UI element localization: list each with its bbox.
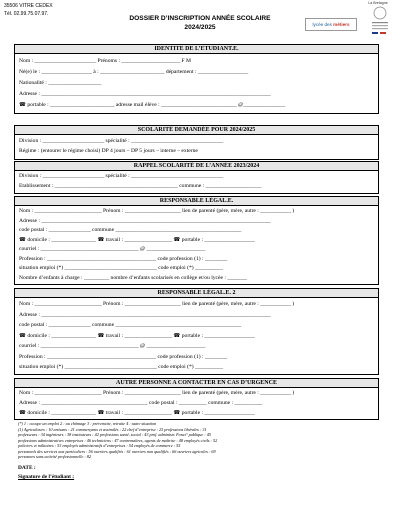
identite-row-contact[interactable]: ☎ portable : _______________________ adresse mail élève : ___________________________ @_______________ [19,102,286,108]
document-title [80,15,320,32]
identite-section [14,44,379,114]
scolarite-row-regime[interactable]: Régime : (entourer le régime choisi) DP 4 jours – DP 5 jours – interne – externe [19,148,198,154]
note-profession-codes-2: professeurs : 34 ingénieurs : 38 instituteurs : 42 professions santé, social : 43 prof. administr. Fonct° publique : 45 [18,432,211,437]
lycee-des-metiers-logo [305,18,357,31]
city-line: 35506 VITRE CEDEX [4,3,53,9]
signature-label[interactable]: Signature de l’étudiant : [18,474,75,480]
logo-text-b: métiers [333,22,350,27]
rappel-row-etablissement[interactable]: Etablissement : ____________________________________________ commune : ____________________ [19,183,262,189]
resp1-row-name[interactable]: Nom : ________________________ Prénom : ____________________ lien de parenté (père, mère, autre : ___________ ) [19,208,295,214]
note-profession-codes-4: policiers et militaires : 53 employés administratifs d’entreprises : 54 employés de commerce : 55 [18,443,181,448]
resp2-row-email[interactable]: courriel : ___________________________________ @ _____________________ [19,343,206,349]
region-emblem-icon [358,5,398,35]
responsable-2-title: RESPONSABLE LÉGAL.E. 2 [15,289,378,298]
identite-row-name[interactable]: Nom : ______________________ Prénoms : _____________________ F M [19,58,192,64]
urgence-title: AUTRE PERSONNE A CONTACTER EN CAS D’URGENCE [15,379,378,388]
responsable-1-title: RESPONSABLE LÉGAL.E. [15,197,378,206]
resp1-row-phones[interactable]: ☎ domicile : ________________ ☎ travail : _________________ ☎ portable : __________________ [19,236,255,243]
region-logo-block [358,1,398,39]
scolarite-row-division[interactable]: Division : ______________________ spécialité : _________________________________ [19,138,224,144]
title-line-1: DOSSIER D’INSCRIPTION ANNÉE SCOLAIRE [129,15,271,22]
resp2-row-name[interactable]: Nom : ________________________ Prénom : ____________________ lien de parenté (père, mère, autre : ___________ ) [19,301,295,307]
note-profession-codes-5: personnels des services aux particuliers : 56 ouvriers qualifiés : 61 ouvriers non qualifiés : 66 ouvriers agricoles : 69 [18,448,216,454]
identite-row-birth[interactable]: Né(e) le : __________________ à : _______________________ département : __________________ [19,69,249,75]
title-line-2: 2024/2025 [184,23,216,31]
resp2-row-postal[interactable]: code postal : _______________ commune _____________________________________________ [19,322,242,328]
resp1-row-children[interactable]: Nombre d’enfants à charge : _________ nombre d’enfants scolarisés en collège et/ou lycée : _______ [19,274,247,281]
date-label[interactable]: DATE : [18,465,36,471]
note-emploi-codes: (*) 1 : occupe un emploi 2 : au chômage 3 : préretraite, retraite 4 : autre situation [18,421,157,426]
urgence-row-name[interactable]: Nom : ________________________ Prénom : ____________________ lien de parenté (père, mère, autre : ___________ ) [19,390,295,396]
identite-row-address[interactable]: Adresse : __________________________________________________________________________________ [19,91,271,97]
resp2-row-profession[interactable]: Profession : _______________________________________ code profession (1) : ________ [19,353,228,360]
scolarite-section [14,125,379,160]
resp1-row-profession[interactable]: Profession : _______________________________________ code profession (1) : ________ [19,255,228,262]
rappel-section [14,161,379,194]
school-address [4,2,53,18]
urgence-row-phones[interactable]: ☎ domicile : ________________ ☎ travail : _________________ ☎ portable : __________________ [19,410,255,416]
resp2-row-address[interactable]: Adresse : __________________________________________________________________________________ [19,311,271,318]
responsable-1-section [14,196,379,285]
phone-line: Tél. 02.99.75.07.97. [4,11,49,17]
resp2-row-situation[interactable]: situation emploi (*) _________________________________ code emploi (*) __________ [19,364,223,370]
region-label: La Bretagne [368,1,388,5]
resp1-row-address[interactable]: Adresse : __________________________________________________________________________________ [19,217,271,224]
urgence-row-address[interactable]: Adresse : ______________________________________ code postal : __________ commune : __________ [19,400,263,406]
resp1-row-postal[interactable]: code postal : _______________ commune _____________________________________________ [19,227,242,233]
logo-text-a: lycée des [312,22,332,27]
identite-row-nationality[interactable]: Nationalité : ___________________ [19,80,102,86]
rappel-title: RAPPEL SCOLARITÉ DE L’ANNÉE 2023/2024 [15,162,378,171]
note-profession-codes-1: (1) Agriculteurs : 10 artisans : 21 commerçants et assimilés : 22 chef d’entreprise : 23 professions libérales : 31 [18,426,207,432]
resp1-row-situation[interactable]: situation emploi (*) _________________________________ code emploi (*) __________ [19,265,223,271]
identite-title: IDENTITE DE L’ETUDIANT.E. [15,45,378,54]
note-profession-codes-6: personnes sans activité professionnelle : 82 [18,454,91,459]
urgence-section [14,378,379,420]
resp1-row-email[interactable]: courriel : ___________________________________ @ _____________________ [19,246,206,252]
responsable-2-section [14,288,379,375]
resp2-row-phones[interactable]: ☎ domicile : ________________ ☎ travail : _________________ ☎ portable : __________________ [19,332,255,339]
scolarite-title: SCOLARITÉ DEMANDÉE POUR 2024/2025 [15,126,378,135]
rappel-row-division[interactable]: Division : ______________________ spécialité : _________________________________ [19,173,224,179]
note-profession-codes-3: professions administratives entreprises : 46 techniciens : 47 contremaîtres, agents de maîtrise : 48 employés civils : 52 [18,437,218,443]
